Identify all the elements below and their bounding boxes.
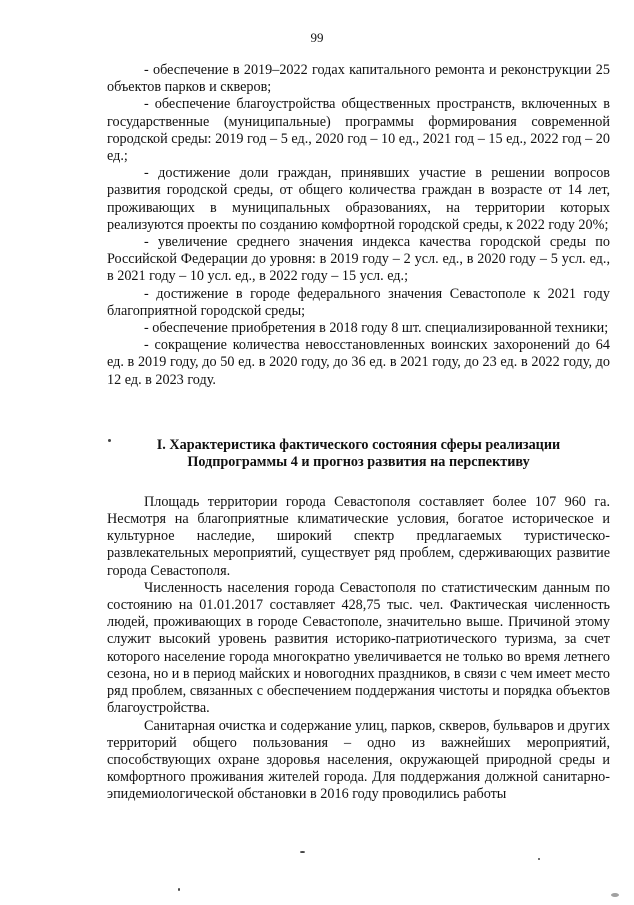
body-paragraph: Площадь территории города Севастополя составляет более 107 960 га. Несмотря на благоприятные климатические условия, богатое историческое и культурное наследие, широкий спектр предлагаемых туристическо-развлекательных мероприятий, существует ряд проблем, сдерживающих развитие города Севастополя. [107,493,610,579]
list-item: - обеспечение благоустройства общественных пространств, включенных в государственные (муниципальные) программы формирования современной городской среды: 2019 год – 5 ед., 2020 год – 10 ед., 2021 год – 15 ед., 2022 год – 20 ед.; [107,96,610,165]
document-body [107,62,610,804]
section-heading [107,437,610,472]
section-heading-line-2: Подпрограммы 4 и прогноз развития на перспективу [187,454,530,471]
scan-speck [178,888,180,891]
scan-speck [538,858,540,860]
list-item: - увеличение среднего значения индекса качества городской среды по Российской Федерации до уровня: в 2019 году – 2 усл. ед., в 2020 году – 5 усл. ед., в 2021 году – 10 усл. ед., в 2022 году – 15 усл. ед.; [107,234,610,285]
targets-list [107,62,610,389]
body-paragraph: Численность населения города Севастополя по статистическим данным по состоянию на 01.01.2017 составляет 428,75 тыс. чел. Фактическая численность людей, проживающих в городе Севастополе, значительно выше. Причиной этому служит высокий уровень развития историко-патриотического туризма, за счет которого население города многократно увеличивается не только во время летнего сезона, но и в период майских и новогодних праздников, в связи с чем имеет место ряд проблем, связанных с обеспечением поддержания чистоты и порядка объектов благоустройства. [107,579,610,717]
section-heading-line-1: I. Характеристика фактического состояния сферы реализации [156,436,561,453]
list-item: - обеспечение в 2019–2022 годах капитального ремонта и реконструкции 25 объектов парков и скверов; [107,62,610,96]
list-item: - сокращение количества невосстановленных воинских захоронений до 64 ед. в 2019 году, до 50 ед. в 2020 году, до 36 ед. в 2021 году, до 23 ед. в 2022 году, до 12 ед. в 2023 году. [107,337,610,388]
body-paragraph: Санитарная очистка и содержание улиц, парков, скверов, бульваров и других территорий общего пользования – одно из важнейших мероприятий, способствующих охране здоровья населения, окружающей природной среды и комфортного проживания жителей города. Для поддержания должной санитарно-эпидемиологической обстановки в 2016 году проводились работы [107,717,610,803]
scan-speck [300,851,305,853]
page-number: 99 [310,30,324,45]
scan-speck [108,439,111,442]
list-item: - достижение доли граждан, принявших участие в решении вопросов развития городской среды, от общего количества граждан в возрасте от 14 лет, проживающих в муниципальных образованиях, на территории которых реализуются проекты по созданию комфортной городской среды, к 2022 году 20%; [107,165,610,233]
list-item: - обеспечение приобретения в 2018 году 8 шт. специализированной техники; [144,320,609,337]
scan-speck [611,893,619,897]
list-item: - достижение в городе федерального значения Севастополе к 2021 году благоприятной городской среды; [107,285,610,319]
